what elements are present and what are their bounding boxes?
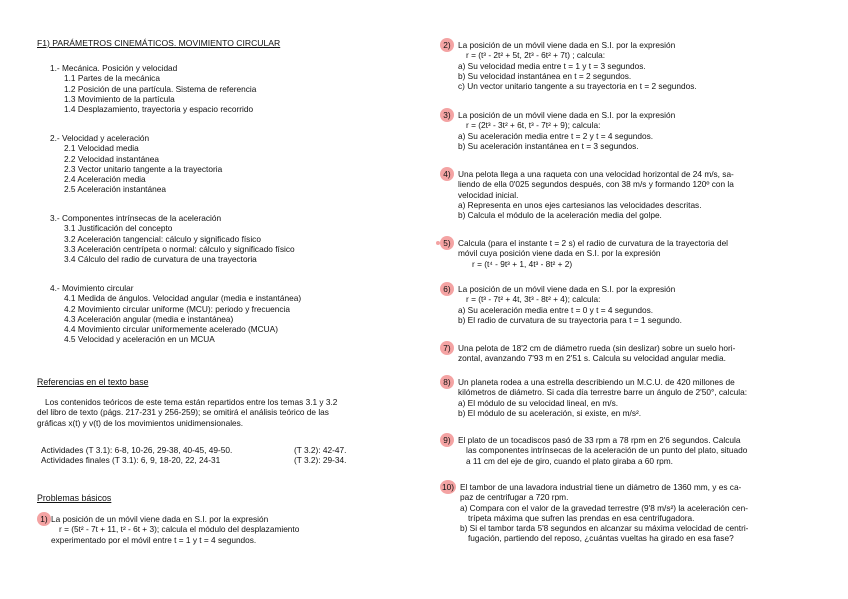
activity-label: Actividades finales (T 3.1): 6, 9, 18-20, 22, 24-31 (41, 455, 221, 466)
problem-body (458, 40, 697, 91)
syllabus-section-4 (37, 283, 301, 345)
problem-number-badge: 3) (440, 108, 454, 122)
problem-line: b) Calcula el módulo de la aceleración media del golpe. (458, 210, 662, 221)
problem-body (460, 482, 748, 544)
problem-body (458, 343, 735, 364)
problem-line: La posición de un móvil viene dada en S.I. por la expresión (458, 110, 676, 120)
problem-number-badge: 5) (440, 236, 454, 250)
problem-line: Una pelota llega a una raqueta con una velocidad horizontal de 24 m/s, sa- (458, 169, 734, 179)
problem-line: La posición de un móvil viene dada en S.I. por la expresión (458, 284, 676, 294)
problem-line: a 11 cm del eje de giro, cuando el plato giraba a 60 rpm. (466, 455, 673, 466)
section-item: 2.3 Vector unitario tangente a la trayectoria (64, 163, 223, 174)
problem-body (458, 110, 675, 151)
problem-line: a) Su velocidad media entre t = 1 y t = 3 segundos. (458, 60, 646, 71)
problem-line: fugación, partiendo del reposo, ¿cuántas vueltas ha girado en esa fase? (468, 533, 734, 544)
problem-line: La posición de un móvil viene dada en S.I. por la expresión (51, 514, 269, 524)
problem-line: r = (t⁴ - 9t³ + 1, 4t³ - 8t² + 2) (472, 258, 573, 269)
section-item: 2.5 Aceleración instantánea (64, 184, 166, 195)
problem-body (458, 169, 734, 220)
problem-line: las componentes intrínsecas de la aceleración de un punto del plato, situado (466, 445, 748, 456)
basic-problems-heading: Problemas básicos (37, 493, 112, 503)
page-title: F1) PARÁMETROS CINEMÁTICOS. MOVIMIENTO CIRCULAR (37, 38, 281, 48)
section-item: 3.4 Cálculo del radio de curvatura de una trayectoria (64, 254, 257, 265)
section-heading: 3.- Componentes intrínsecas de la aceleración (50, 213, 222, 223)
problem-body (458, 435, 747, 466)
section-item: 2.1 Velocidad media (64, 143, 139, 154)
activity-t32: (T 3.2): 29-34. (294, 455, 347, 466)
problem-line: velocidad inicial. (458, 189, 519, 200)
activity-t32: (T 3.2): 42-47. (294, 445, 347, 455)
section-item: 2.2 Velocidad instantánea (64, 153, 160, 164)
activity-row (41, 455, 381, 465)
problem-number-badge: 6) (440, 282, 454, 296)
problem-body (458, 238, 728, 269)
problem-line: kilómetros de diámetro. Si cada día terrestre barre un ángulo de 2'50°, calcula: (458, 387, 747, 398)
section-item: 1.4 Desplazamiento, trayectoria y espacio recorrido (64, 104, 254, 115)
problem-line: El plato de un tocadiscos pasó de 33 rpm a 78 rpm en 2'6 segundos. Calcula (458, 435, 741, 445)
problem-line: zontal, avanzando 7'93 m en 2'51 s. Calcula su velocidad angular media. (458, 353, 726, 364)
problem-line: r = (t³ - 7t² + 4t, 3t³ - 8t² + 4); calcula: (466, 294, 601, 305)
problem-line: a) Representa en unos ejes cartesianos las velocidades descritas. (458, 199, 702, 210)
problem-line: b) El módulo de su aceleración, si existe, en m/s². (458, 407, 642, 418)
problem-line: Calcula (para el instante t = 2 s) el radio de curvatura de la trayectoria del (458, 238, 729, 248)
references-heading: Referencias en el texto base (37, 377, 149, 387)
problem-body (51, 514, 299, 545)
section-item: 4.4 Movimiento circular uniformemente acelerado (MCUA) (64, 324, 278, 335)
problem-line: r = (5t² - 7t + 11, t² - 6t + 3); calcula el módulo del desplazamiento (59, 524, 300, 535)
problem-line: r = (t³ - 2t² + 5t, 2t³ - 6t² + 7t) ; calcula: (466, 50, 606, 61)
syllabus-section-1 (37, 63, 256, 114)
problem-line: b) El radio de curvatura de su trayectoria para t = 1 segundo. (458, 314, 682, 325)
section-item: 1.2 Posición de una partícula. Sistema de referencia (64, 83, 257, 94)
references-line: del libro de texto (págs. 217-231 y 256-259); se omitirá el análisis teórico de las (37, 407, 329, 418)
problem-line: a) Su aceleración media entre t = 2 y t = 4 segundos. (458, 130, 654, 141)
activity-label: Actividades (T 3.1): 6-8, 10-26, 29-38, 40-45, 49-50. (41, 445, 233, 455)
problem-body (458, 284, 682, 325)
problem-body (458, 377, 747, 418)
section-item: 4.3 Aceleración angular (media e instantánea) (64, 313, 234, 324)
problem-line: Un planeta rodea a una estrella describiendo un M.C.U. de 420 millones de (458, 377, 735, 387)
section-item: 4.1 Medida de ángulos. Velocidad angular (media e instantánea) (64, 293, 302, 304)
references-text (37, 397, 337, 428)
problem-number-badge: 1) (37, 512, 51, 526)
problem-line: liendo de ella 0'025 segundos después, con 38 m/s y formando 120º con la (458, 179, 734, 190)
problem-line: b) Su aceleración instantánea en t = 3 segundos. (458, 140, 639, 151)
section-item: 1.3 Movimiento de la partícula (64, 93, 175, 104)
problem-line: b) Su velocidad instantánea en t = 2 segundos. (458, 70, 632, 81)
problem-number-badge: 9) (440, 433, 454, 447)
section-item: 1.1 Partes de la mecánica (64, 73, 160, 84)
activities-list (41, 445, 381, 466)
section-heading: 2.- Velocidad y aceleración (50, 133, 150, 143)
problem-number-badge: 2) (440, 38, 454, 52)
problem-line: La posición de un móvil viene dada en S.I. por la expresión (458, 40, 676, 50)
problem-line: trípeta máxima que sufren las prendas en esa centrifugadora. (468, 512, 695, 523)
section-item: 2.4 Aceleración media (64, 174, 146, 185)
problem-line: experimentado por el móvil entre t = 1 y t = 4 segundos. (51, 534, 257, 545)
activity-row (41, 445, 381, 455)
problem-line: Una pelota de 18'2 cm de diámetro rueda (sin deslizar) sobre un suelo hori- (458, 343, 736, 353)
problem-line: a) El módulo de su velocidad lineal, en m/s. (458, 397, 619, 408)
problem-line: b) Si el tambor tarda 5'8 segundos en alcanzar su máxima velocidad de centri- (460, 523, 749, 534)
section-item: 4.5 Velocidad y aceleración en un MCUA (64, 334, 215, 345)
problem-number-badge: 7) (440, 341, 454, 355)
references-line: gráficas x(t) y v(t) de los movimientos unidimensionales. (37, 417, 244, 428)
problem-line: móvil cuya posición viene dada en S.I. por la expresión (458, 248, 661, 259)
section-heading: 4.- Movimiento circular (50, 283, 134, 293)
section-item: 4.2 Movimiento circular uniforme (MCU): periodo y frecuencia (64, 303, 290, 314)
problem-number-badge: 8) (440, 375, 454, 389)
syllabus-section-2 (37, 133, 222, 195)
problem-line: El tambor de una lavadora industrial tiene un diámetro de 1360 mm, y es ca- (460, 482, 742, 492)
problem-line: r = (2t³ - 3t² + 6t, t³ - 7t² + 9); calcula: (466, 120, 601, 131)
problem-number-badge: 10) (442, 482, 454, 492)
syllabus-section-3 (37, 213, 295, 264)
problem-line: c) Un vector unitario tangente a su trayectoria en t = 2 segundos. (458, 81, 697, 92)
section-item: 3.2 Aceleración tangencial: cálculo y significado físico (64, 233, 261, 244)
problem-number-badge: 4) (440, 167, 454, 181)
problem-line: paz de centrifugar a 720 rpm. (460, 492, 569, 503)
section-item: 3.1 Justificación del concepto (64, 223, 173, 234)
problem-line: a) Compara con el valor de la gravedad terrestre (9'8 m/s²) la aceleración cen- (460, 502, 748, 513)
section-item: 3.3 Aceleración centrípeta o normal: cálculo y significado físico (64, 243, 295, 254)
problem-line: a) Su aceleración media entre t = 0 y t = 4 segundos. (458, 304, 654, 315)
references-line: Los contenidos teóricos de este tema están repartidos entre los temas 3.1 y 3.2 (45, 397, 338, 407)
section-heading: 1.- Mecánica. Posición y velocidad (50, 63, 178, 73)
